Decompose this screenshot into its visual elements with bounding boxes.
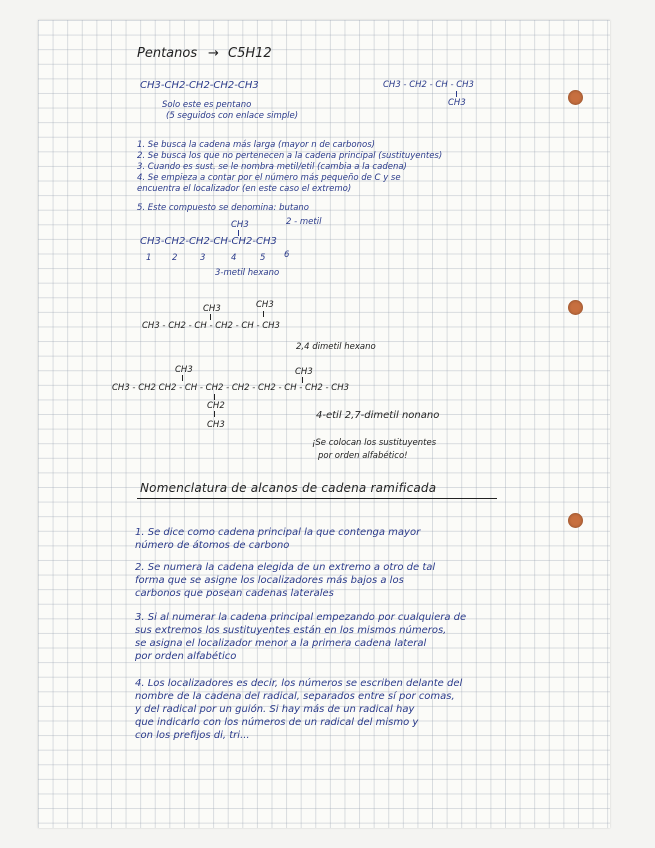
branched-substituent: CH3 [448, 98, 466, 108]
binder-hole-top [568, 90, 583, 105]
ex3-bond-top-left [182, 375, 183, 381]
rule-2-line-1: 2. Se numera la cadena elegida de un extremo a otro de tal [135, 562, 436, 573]
ex2-bond-right [263, 311, 264, 317]
rule-top-1: 1. Se busca la cadena más larga (mayor n de carbonos) [137, 140, 375, 150]
rule-2-line-2: forma que se asigne los localizadores más bajos a los [135, 575, 404, 586]
branched-chain: CH3 - CH2 - CH - CH3 [383, 80, 474, 90]
pentane-note-2: (5 seguidos con enlace simple) [166, 111, 299, 121]
binder-hole-bottom [568, 513, 583, 528]
arrow-icon: → [208, 46, 219, 61]
ex2-bond-left [210, 314, 211, 320]
rule-3-line-3: se asigna el localizador menor a la primera cadena lateral [135, 638, 427, 649]
ex1-num-5: 5 [260, 253, 266, 263]
ex2-name: 2,4 dimetil hexano [296, 342, 376, 352]
rule-3-line-2: sus extremos los sustituyentes están en los mismos números, [135, 625, 447, 636]
section-underline [137, 498, 497, 499]
rule-1-line-1: 1. Se dice como cadena principal la que contenga mayor [135, 527, 421, 538]
rule-1-line-2: número de átomos de carbono [135, 540, 290, 551]
ex1-top-substituent: CH3 [231, 220, 249, 230]
ex3-substituent-down-1: CH2 [207, 401, 225, 411]
ex3-note-2: por orden alfabético! [318, 451, 408, 461]
rule-4-line-3: y del radical por un guión. Si hay más de un radical hay [135, 704, 415, 715]
binder-hole-middle [568, 300, 583, 315]
ex3-note-1: ¡Se colocan los sustituyentes [312, 438, 437, 448]
ex3-name: 4-etil 2,7-dimetil nonano [316, 410, 440, 421]
ex2-substituent-right: CH3 [256, 300, 274, 310]
ex2-substituent-left: CH3 [203, 304, 221, 314]
ex3-substituent-top-left: CH3 [175, 365, 193, 375]
ex1-num-3: 3 [200, 253, 206, 263]
rule-top-5: 5. Este compuesto se denomina: butano [137, 203, 309, 213]
ex1-num-2: 2 [172, 253, 178, 263]
rule-4-line-5: con los prefijos di, tri... [135, 730, 250, 741]
ex3-substituent-down-2: CH3 [207, 420, 225, 430]
rule-3-line-4: por orden alfabético [135, 651, 237, 662]
pentane-formula: C5H12 [228, 46, 272, 61]
ex1-side-label: 2 - metil [286, 217, 322, 227]
page-title: Pentanos [137, 46, 198, 61]
section-title: Nomenclatura de alcanos de cadena ramificada [140, 481, 437, 495]
ex2-chain: CH3 - CH2 - CH - CH2 - CH - CH3 [142, 321, 280, 331]
ex3-bond-down [214, 394, 215, 400]
pentane-chain: CH3-CH2-CH2-CH2-CH3 [140, 80, 259, 91]
rule-4-line-4: que indicarlo con los números de un radical del mismo y [135, 717, 419, 728]
branch-bond [456, 91, 457, 97]
rule-top-4: 4. Se empieza a contar por el número más pequeño de C y se [137, 173, 401, 183]
rule-top-4b: encuentra el localizador (en este caso el extremo) [137, 184, 352, 194]
ex1-num-6: 6 [284, 250, 290, 260]
ex1-chain: CH3-CH2-CH2-CH-CH2-CH3 [140, 236, 277, 247]
pentane-note-1: Solo este es pentano [162, 100, 252, 110]
ex3-chain: CH3 - CH2 CH2 - CH - CH2 - CH2 - CH2 - CH - CH2 - CH3 [112, 383, 349, 393]
rule-4-line-1: 4. Los localizadores es decir, los números se escriben delante del [135, 678, 463, 689]
rule-4-line-2: nombre de la cadena del radical, separados entre sí por comas, [135, 691, 455, 702]
rule-top-3: 3. Cuando es sust. se le nombra metil/etil (cambia a la cadena) [137, 162, 407, 172]
rule-top-2: 2. Se busca los que no pertenecen a la cadena principal (sustituyentes) [137, 151, 443, 161]
ex1-num-1: 1 [146, 253, 152, 263]
ex3-bond-down-2 [214, 411, 215, 417]
rule-2-line-3: carbonos que posean cadenas laterales [135, 588, 334, 599]
ex1-num-4: 4 [231, 253, 237, 263]
ex1-name: 3-metil hexano [215, 268, 280, 278]
rule-3-line-1: 3. Si al numerar la cadena principal empezando por cualquiera de [135, 612, 467, 623]
ex3-substituent-top-right: CH3 [295, 367, 313, 377]
